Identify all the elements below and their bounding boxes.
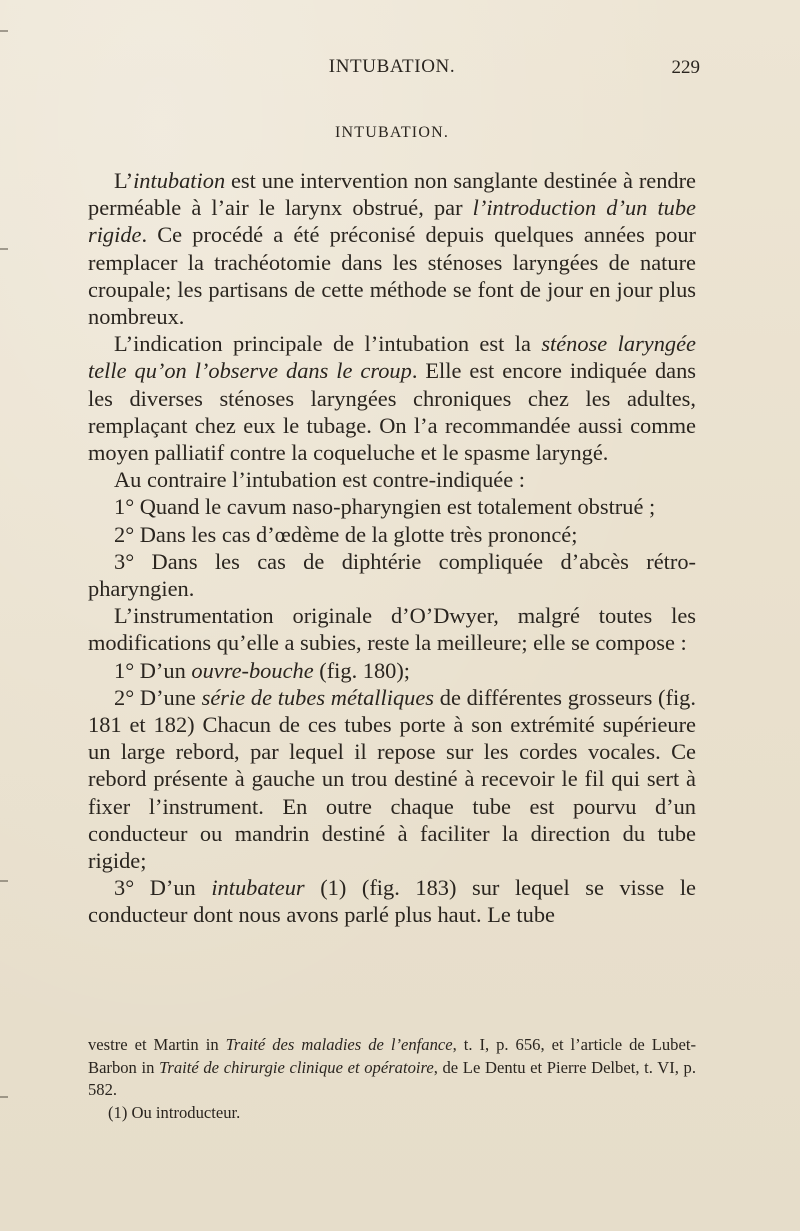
paragraph: Au contraire l’intubation est contre-indiquée : [114, 467, 525, 493]
list-item: 1° Quand le cavum naso-pharyngien est totalement obstrué ; [114, 494, 656, 520]
section-title: INTUBATION. [334, 124, 450, 141]
text-run: , de Le Dentu et Pierre Delbet, t. VI, p. 582. [88, 1057, 696, 1100]
text-run: (fig. 180); [313, 657, 411, 683]
page-number: 229 [671, 57, 700, 78]
text-run: L’indication principale de l’intubation est la [114, 331, 542, 357]
running-title: INTUBATION. [328, 56, 456, 77]
paragraph [88, 167, 696, 330]
edge-mark [0, 1096, 8, 1098]
italic-term: intubation [133, 168, 226, 193]
text-run: 3° D’un [114, 875, 212, 901]
text-run: de différentes grosseurs (fig. 181 et 182) Chacun de ces tubes porte à son extrémité supérieure un large rebord, par lequel il repose sur les cordes vocales. Ce rebord présente à gauche un trou destiné à recevoir le fil qui sert à fixer l’instrument. En outre chaque tube est pourvu d’un conducteur ou mandrin destiné à faciliter la direction du tube rigide; [88, 684, 696, 874]
italic-term: sténose laryngée telle qu’on l’observe dans le croup [88, 331, 696, 384]
footnote: (1) Ou introducteur. [108, 1102, 241, 1122]
list-item: 2° Dans les cas d’œdème de la glotte très prononcé; [114, 521, 578, 547]
edge-mark [0, 880, 8, 882]
edge-mark [0, 248, 8, 250]
paragraph [88, 330, 696, 466]
italic-term: ouvre-bouche [191, 657, 314, 683]
list-item [88, 657, 696, 684]
italic-title: Traité des maladies de l’enfance [225, 1035, 453, 1054]
list-item [88, 684, 696, 874]
body-text [88, 167, 696, 929]
italic-term: l’introduction d’un tube rigide [88, 195, 696, 248]
text-run: 1° D’un [114, 657, 192, 683]
italic-term: intubateur [211, 875, 305, 901]
text-run: vestre et Martin in [88, 1035, 226, 1054]
running-head [88, 56, 700, 84]
italic-term: série de tubes métalliques [201, 684, 435, 710]
text-run: , t. I, p. 656, et l’article de Lubet-Barbon in [88, 1035, 696, 1077]
text-run: est une intervention non sanglante destinée à rendre perméable à l’air le larynx obstrué, par [88, 168, 696, 221]
text-run: . Ce procédé a été préconisé depuis quelques années pour remplacer la trachéotomie dans les sténoses laryngées de nature croupale; les partisans de cette méthode se font de jour en jour plus nombreux. [88, 222, 696, 330]
edge-mark [0, 30, 8, 32]
text-run: . Elle est encore indiquée dans les diverses sténoses laryngées chroniques chez les adultes, remplaçant chez eux le tubage. On l’a recommandée aussi comme moyen palliatif contre la coqueluche et le spasme laryngé. [88, 358, 696, 466]
footnotes [88, 1034, 696, 1124]
text-run: (1) (fig. 183) sur lequel se visse le conducteur dont nous avons parlé plus haut. Le tube [88, 875, 696, 928]
footnote-continued [88, 1034, 696, 1102]
list-item [88, 874, 696, 928]
paragraph: L’instrumentation originale d’O’Dwyer, malgré toutes les modifications qu’elle a subies, reste la meilleure; elle se compose : [88, 603, 696, 656]
text-run: 2° D’une [114, 684, 202, 710]
italic-title: Traité de chirurgie clinique et opératoire [159, 1057, 434, 1077]
list-item: 3° Dans les cas de diphtérie compliquée d’abcès rétro-pharyngien. [88, 548, 696, 602]
text-run: L’ [114, 168, 134, 193]
